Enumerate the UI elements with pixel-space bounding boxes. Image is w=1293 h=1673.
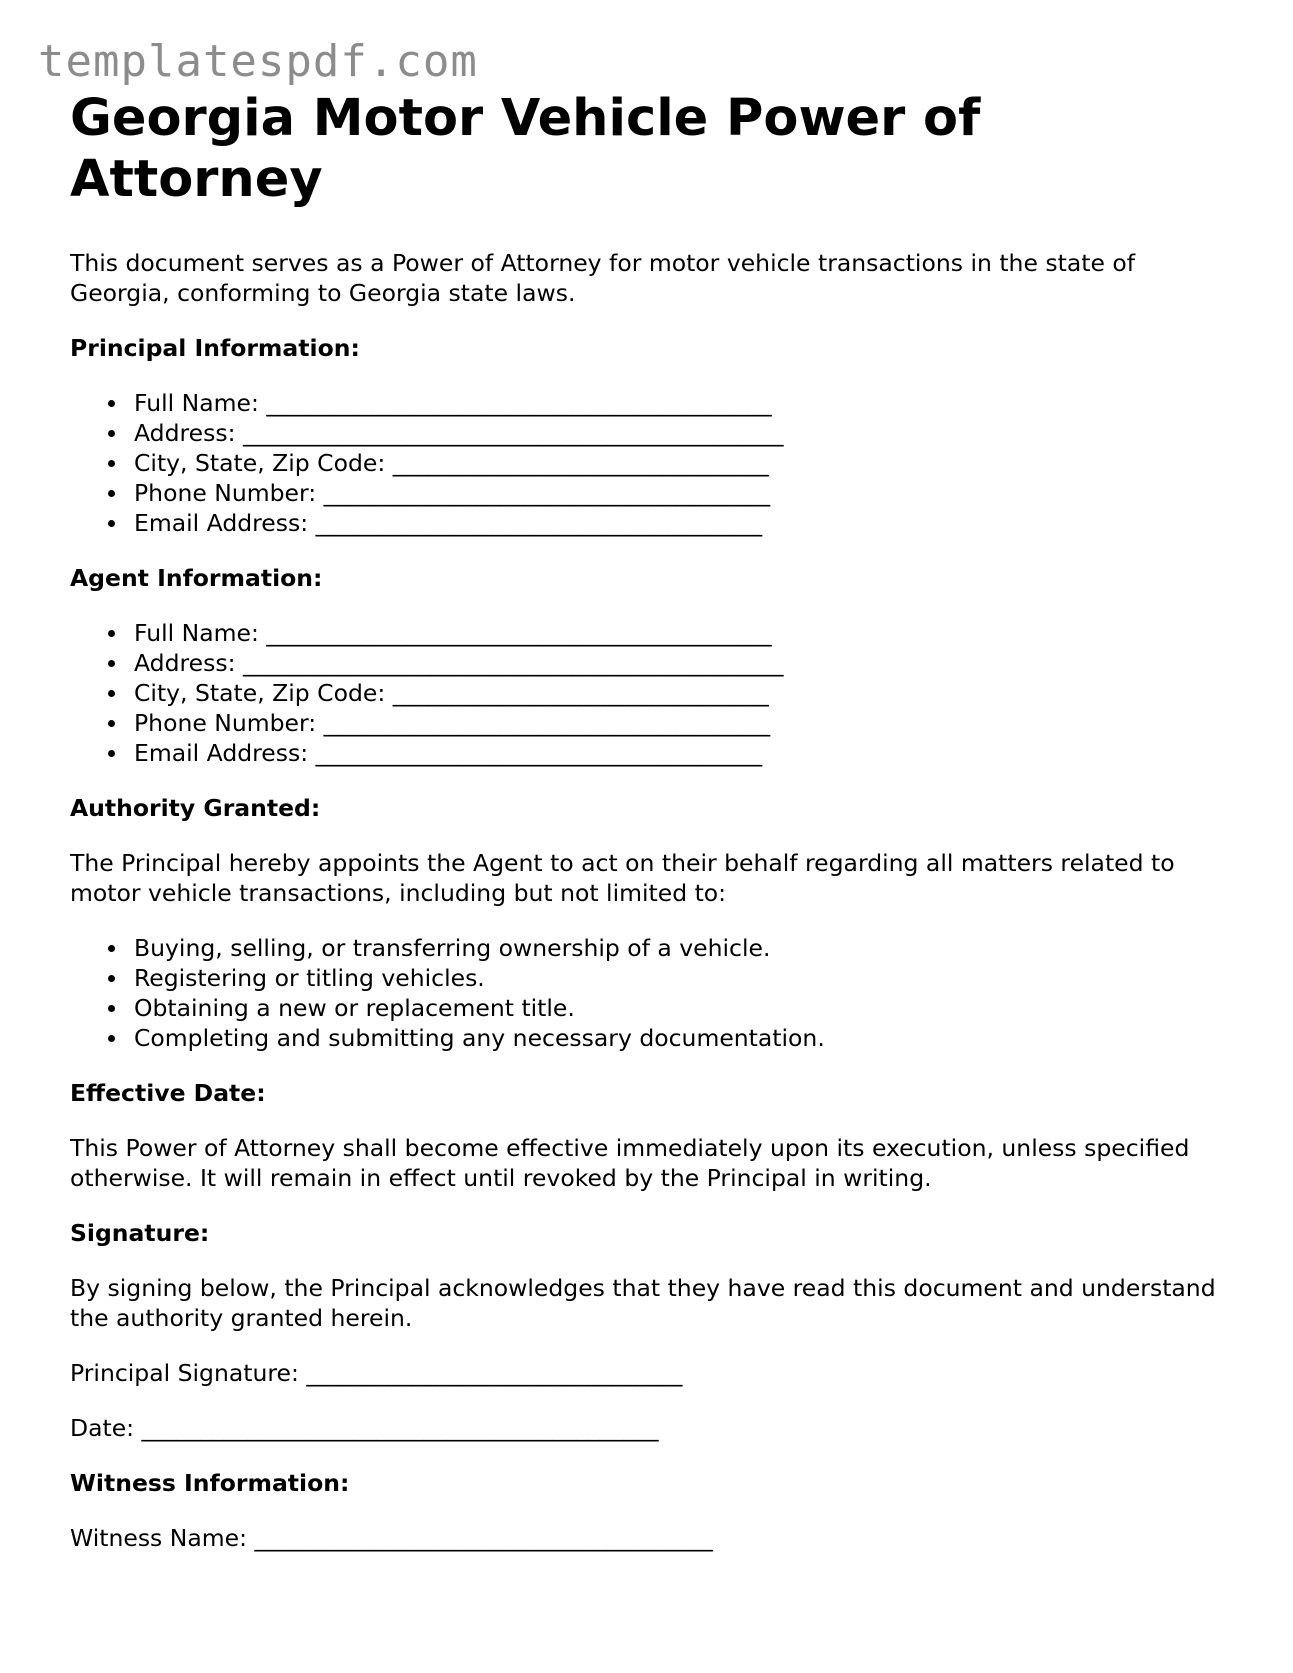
principal-city-state-zip-field[interactable]: City, State, Zip Code: ________________________________ (134, 448, 1230, 478)
agent-fields (70, 618, 1230, 768)
agent-address-field[interactable]: Address: ______________________________________________ (134, 648, 1230, 678)
principal-signature-field[interactable]: Principal Signature: ________________________________ (70, 1359, 683, 1387)
authority-item: Completing and submitting any necessary documentation. (134, 1023, 1230, 1053)
witness-name-field[interactable]: Witness Name: _______________________________________ (70, 1524, 713, 1552)
authority-heading: Authority Granted: (70, 794, 321, 822)
agent-city-state-zip-field[interactable]: City, State, Zip Code: ________________________________ (134, 678, 1230, 708)
effective-date-heading: Effective Date: (70, 1079, 266, 1107)
authority-text: The Principal hereby appoints the Agent to act on their behalf regarding all matters related to motor vehicle transactions, including but not limited to: (70, 849, 1175, 907)
principal-heading: Principal Information: (70, 334, 360, 362)
intro-paragraph: This document serves as a Power of Attorney for motor vehicle transactions in the state of Georgia, conforming to Georgia state laws. (70, 249, 1136, 307)
effective-date-text: This Power of Attorney shall become effective immediately upon its execution, unless specified otherwise. It will remain in effect until revoked by the Principal in writing. (70, 1134, 1190, 1192)
authority-item: Registering or titling vehicles. (134, 963, 1230, 993)
authority-item: Buying, selling, or transferring ownership of a vehicle. (134, 933, 1230, 963)
principal-email-field[interactable]: Email Address: ______________________________________ (134, 508, 1230, 538)
witness-heading: Witness Information: (70, 1469, 350, 1497)
authority-list (70, 933, 1230, 1053)
principal-fields (70, 388, 1230, 538)
authority-item: Obtaining a new or replacement title. (134, 993, 1230, 1023)
agent-heading: Agent Information: (70, 564, 323, 592)
agent-full-name-field[interactable]: Full Name: ___________________________________________ (134, 618, 1230, 648)
agent-phone-field[interactable]: Phone Number: ______________________________________ (134, 708, 1230, 738)
watermark: templatespdf.com (38, 36, 478, 87)
principal-full-name-field[interactable]: Full Name: ___________________________________________ (134, 388, 1230, 418)
signature-heading: Signature: (70, 1219, 210, 1247)
document-page (70, 88, 1230, 1553)
principal-phone-field[interactable]: Phone Number: ______________________________________ (134, 478, 1230, 508)
principal-address-field[interactable]: Address: ______________________________________________ (134, 418, 1230, 448)
agent-email-field[interactable]: Email Address: ______________________________________ (134, 738, 1230, 768)
signature-text: By signing below, the Principal acknowledges that they have read this document and understand the authority granted herein. (70, 1274, 1216, 1332)
date-field[interactable]: Date: ____________________________________________ (70, 1414, 659, 1442)
document-title: Georgia Motor Vehicle Power of Attorney (70, 89, 981, 209)
